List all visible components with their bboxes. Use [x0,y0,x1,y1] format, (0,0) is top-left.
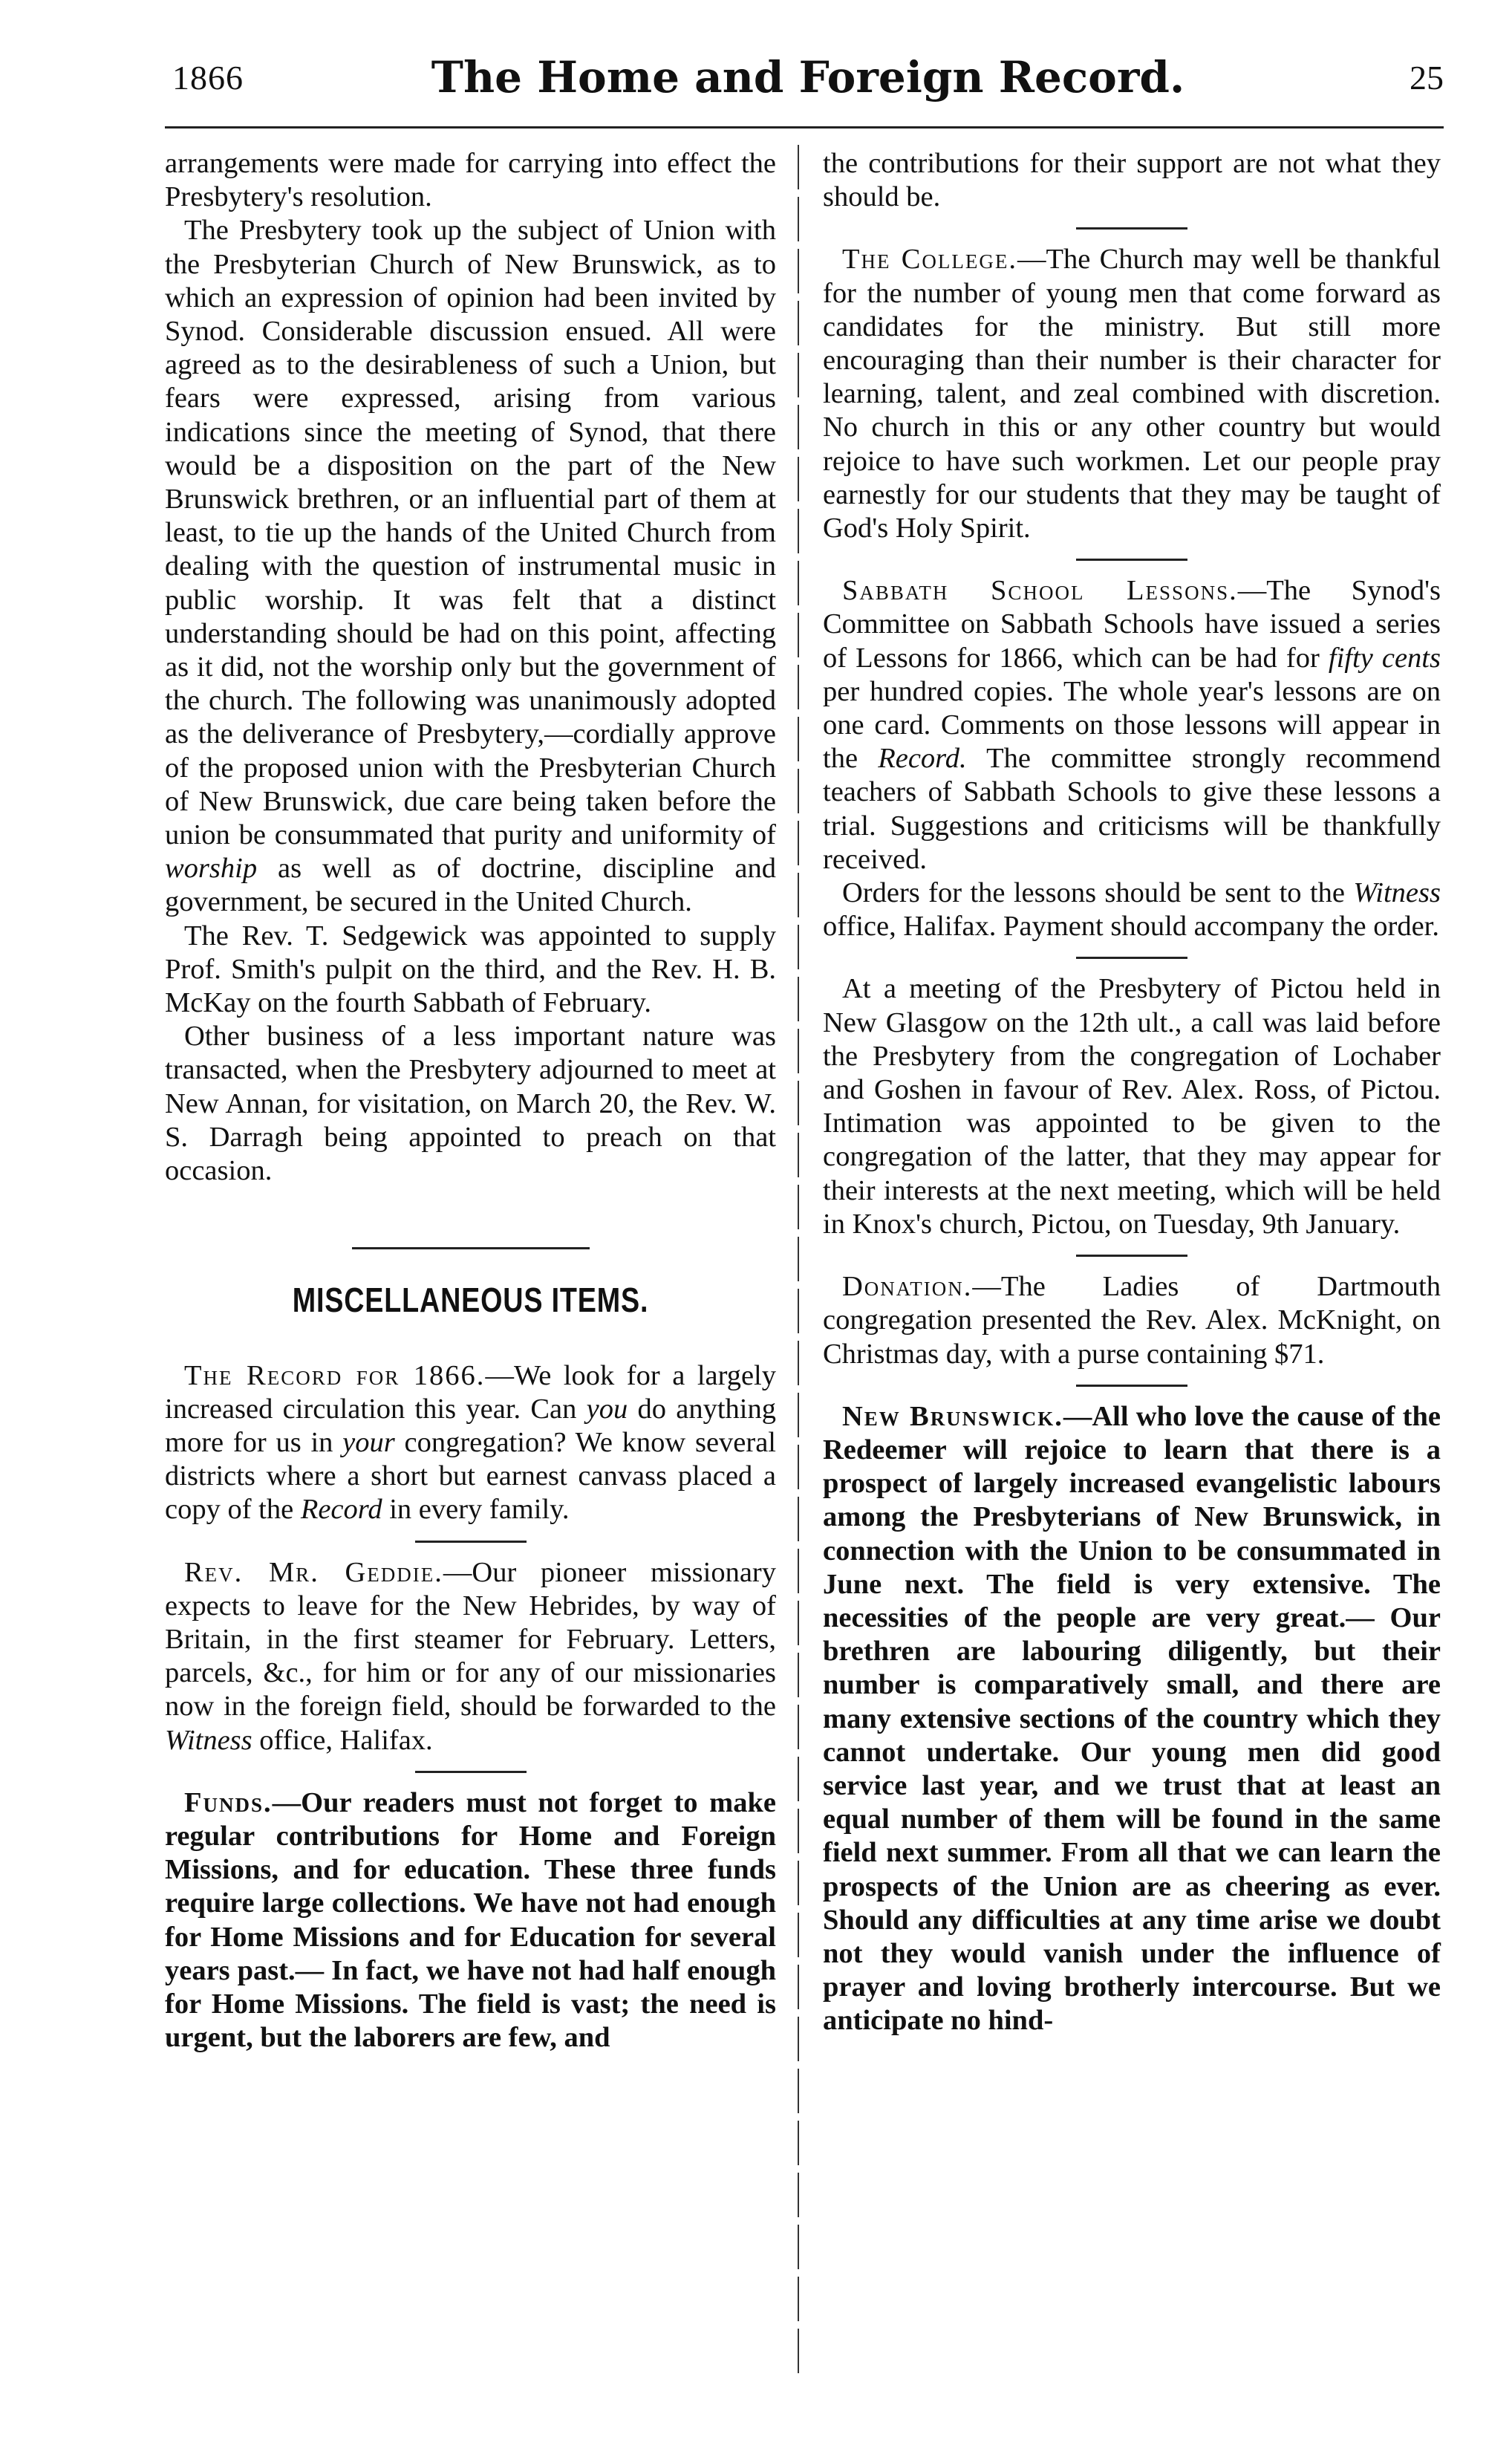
paragraph-sedgewick: The Rev. T. Sedgewick was appointed to supply Prof. Smith's pulpit on the third, and the Rev. H. B. McKay on the fourth Sabbath of February. [165,920,776,1019]
item-rule [1076,1255,1187,1257]
item-record: The Record for 1866.—We look for a largely increased circulation this year. Can you do anything more for us in your congregation? We know several districts where a short but earnest canvass placed a copy of the Record in every family. [165,1359,777,1526]
paragraph-continued: arrangements were made for carrying into effect the Presbytery's resolution. [165,148,776,213]
header-rule [165,126,1444,129]
item-orders: Orders for the lessons should be sent to the Witness office, Halifax. Payment should accompany the order. [823,877,1441,943]
section-rule [352,1247,590,1249]
item-rule [415,1541,527,1543]
right-column [823,147,1441,2038]
item-college: The College.—The Church may well be thankful for the number of young men that come forward as candidates for the ministry. But still more encouraging than their number is their character for learning, talent, and zeal combined with discretion. No church in this or any other country but would rejoice to have such workmen. Let our people pray earnestly for our students that they may be taught of God's Holy Spirit. [823,244,1441,544]
column-divider [798,145,799,2381]
paragraph-continued: the contributions for their support are not what they should be. [823,148,1441,213]
page-number: 25 [1410,59,1444,97]
item-pictou: At a meeting of the Presbytery of Pictou held in New Glasgow on the 12th ult., a call was laid before the Presbytery from the congregation of Lochaber and Goshen in favour of Rev. Alex. Ross, of Pictou. Intimation was appointed to be given to the congregation of the latter, that they may appear for their interests at the next meeting, which will be held in Knox's church, Pictou, on Tuesday, 9th January. [823,973,1441,1240]
item-rule [1076,957,1187,959]
header-year: 1866 [172,59,244,97]
item-rule [1076,559,1187,561]
masthead-title: The Home and Foreign Record. [431,52,1185,103]
item-rule [1076,1385,1187,1387]
paragraph-union: The Presbytery took up the subject of Union with the Presbyterian Church of New Brunswick, as to which an expression of opinion had been invited by Synod. Considerable discussion ensued. All were agreed as to the desirableness of such a Union, but fears were expressed, arising from various indications since the meeting of Synod, that there would be a disposition on the part of the New Brunswick brethren, or an influential part of them at least, to tie up the hands of the United Church from dealing with the question of instrumental music in public worship. It was felt that a distinct understanding should be had on this point, affecting as it did, not the worship only but the government of the church. The following was unanimously adopted as the deliverance of Presbytery,—cordially approve of the proposed union with the Presbyterian Church of New Brunswick, due care being taken before the union be consummated that purity and uniformity of worship as well as of doctrine, discipline and government, be secured in the United Church. [165,215,776,918]
left-column [165,147,776,2055]
item-donation: Donation.—The Ladies of Dartmouth congregation presented the Rev. Alex. McKnight, on Christmas day, with a purse containing $71. [823,1271,1441,1370]
item-funds: Funds.—Our readers must not forget to make regular contributions for Home and Foreign Missions, and for education. These three funds require large collections. We have not had enough for Home Missions and for Education for several years past.— In fact, we have not had half enough for Home Missions. The field is vast; the need is urgent, but the laborers are few, and [165,1786,776,2054]
item-geddie: Rev. Mr. Geddie.—Our pioneer missionary expects to leave for the New Hebrides, by way of Britain, in the first steamer for February. Letters, parcels, &c., for him or for any of our missionaries now in the foreign field, should be forwarded to the Witness office, Halifax. [165,1556,776,1756]
item-rule [1076,227,1187,230]
item-rule [415,1771,527,1773]
paragraph-other-business: Other business of a less important nature was transacted, when the Presbytery adjourned to meet at New Annan, for visitation, on March 20, the Rev. W. S. Darragh being appointed to preach on that occasion. [165,1021,776,1187]
section-heading: MISCELLANEOUS ITEMS. [292,1281,649,1320]
item-new-brunswick: New Brunswick.—All who love the cause of the Redeemer will rejoice to learn that there is a prospect of largely increased evangelistic labours among the Presbyterians of New Brunswick, in connection with the Union to be consummated in June next. The field is very extensive. The necessities of the people are very great.— Our brethren are labouring diligently, but their number is comparatively small, and there are many extensive sections of the country which they cannot undertake. Our young men did good service last year, and we trust that at least an equal number of them will be found in the same field next summer. From all that we can learn the prospects of the Union are as cheering as ever. Should any difficulties at any time arise we doubt not they would vanish under the influence of prayer and loving brotherly intercourse. But we anticipate no hind- [823,1400,1441,2037]
page-header [172,52,1444,117]
item-sabbath-lessons: Sabbath School Lessons.—The Synod's Committee on Sabbath Schools have issued a series of Lessons for 1866, which can be had for fifty cents per hundred copies. The whole year's lessons are on one card. Comments on those lessons will appear in the Record. The committee strongly recommend teachers of Sabbath Schools to give these lessons a trial. Suggestions and criticisms will be thankfully received. [823,575,1441,875]
